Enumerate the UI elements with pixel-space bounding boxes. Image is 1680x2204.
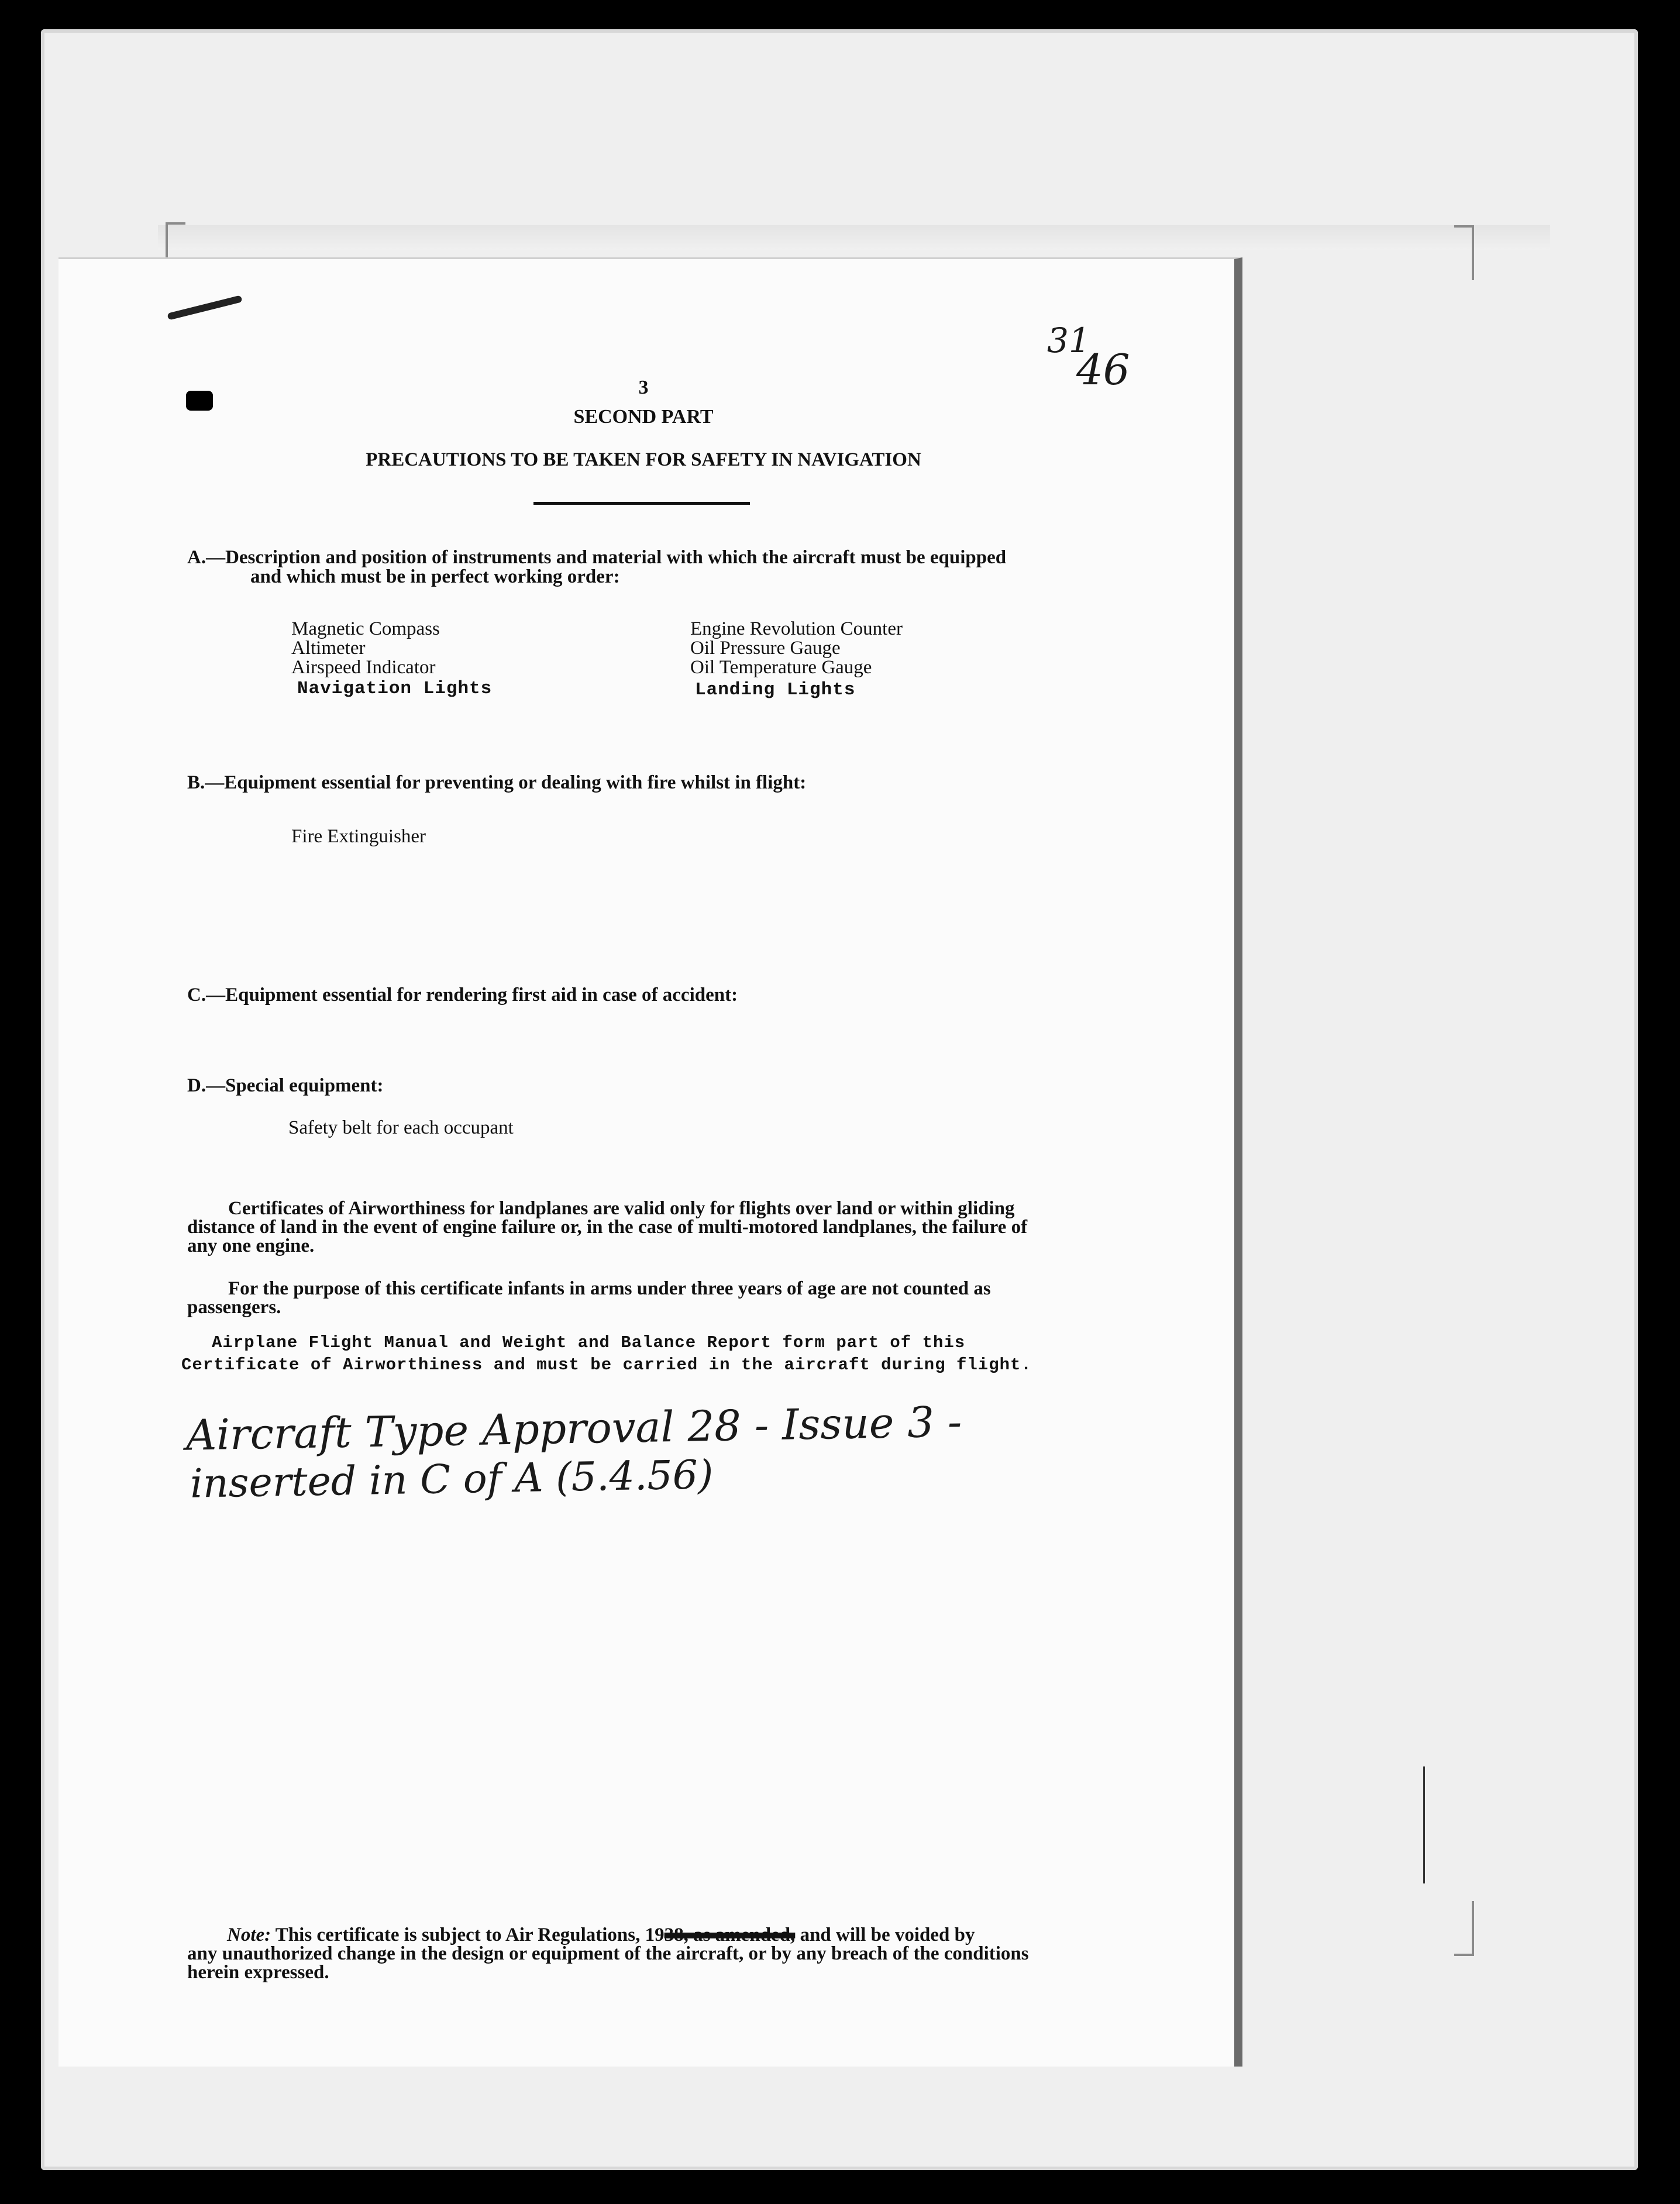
footer-note-text-a: This certificate is subject to Air Regulations, 19 (275, 1924, 665, 1945)
infants-paragraph-line2: passengers. (187, 1297, 281, 1318)
instrument-left-1: Magnetic Compass (291, 618, 440, 639)
section-b-item: Fire Extinguisher (291, 826, 426, 847)
typed-manual-line2: Certificate of Airworthiness and must be carried in the aircraft during flight. (181, 1355, 1032, 1375)
section-b-heading: B.—Equipment essential for preventing or dealing with fire whilst in flight: (187, 772, 807, 793)
instrument-right-1: Engine Revolution Counter (690, 618, 903, 639)
handwritten-folio-upper: 31 (1047, 321, 1090, 360)
instrument-left-typed: Navigation Lights (297, 679, 493, 699)
page-title: PRECAUTIONS TO BE TAKEN FOR SAFETY IN NAVIGATION (366, 449, 921, 470)
handwritten-folio-lower: 46 (1076, 345, 1130, 394)
handwritten-note-line1: Aircraft Type Approval 28 - Issue 3 - (185, 1397, 962, 1460)
instrument-right-2: Oil Pressure Gauge (690, 638, 841, 659)
section-c-heading: C.—Equipment essential for rendering first aid in case of accident: (187, 984, 738, 1005)
infants-paragraph-line1: For the purpose of this certificate infants in arms under three years of age are not counted as (228, 1278, 991, 1299)
validity-paragraph-line1: Certificates of Airworthiness for landplanes are valid only for flights over land or within gliding (228, 1198, 1015, 1219)
typed-manual-line1: Airplane Flight Manual and Weight and Balance Report form part of this (212, 1333, 966, 1352)
footer-note-line3: herein expressed. (187, 1962, 329, 1983)
crop-mark-bottom-right (1454, 1901, 1474, 1956)
footer-note-line1 (227, 1924, 975, 1945)
validity-paragraph-line2: distance of land in the event of engine failure or, in the case of multi-motored landplanes, the failure of (187, 1217, 1028, 1238)
section-d-item: Safety belt for each occupant (288, 1117, 514, 1138)
crop-mark-top-right (1454, 225, 1474, 280)
instrument-left-3: Airspeed Indicator (291, 657, 436, 678)
instrument-left-2: Altimeter (291, 638, 366, 659)
handwritten-note-line2: inserted in C of A (5.4.56) (190, 1452, 714, 1507)
footer-note-label: Note: (227, 1924, 271, 1945)
part-heading: SECOND PART (573, 406, 714, 428)
certificate-page (58, 257, 1242, 2067)
footer-note-line2: any unauthorized change in the design or equipment of the aircraft, or by any breach of the conditions (187, 1943, 1029, 1964)
footer-note-text-b: and will be voided by (800, 1924, 975, 1945)
validity-paragraph-line3: any one engine. (187, 1235, 315, 1256)
section-d-heading: D.—Special equipment: (187, 1075, 384, 1096)
footer-note-struck: 38, as amended, (664, 1924, 796, 1945)
margin-pencil-line (1423, 1766, 1425, 1883)
page-number: 3 (638, 377, 649, 398)
instrument-right-typed: Landing Lights (695, 680, 856, 700)
underlying-sheet-edge (158, 225, 1550, 250)
title-rule (533, 502, 750, 505)
instrument-right-3: Oil Temperature Gauge (690, 657, 872, 678)
section-a-heading-line1: A.—Description and position of instruments and material with which the aircraft must be equipped (187, 547, 1007, 568)
section-a-heading-line2: and which must be in perfect working order: (250, 566, 620, 587)
